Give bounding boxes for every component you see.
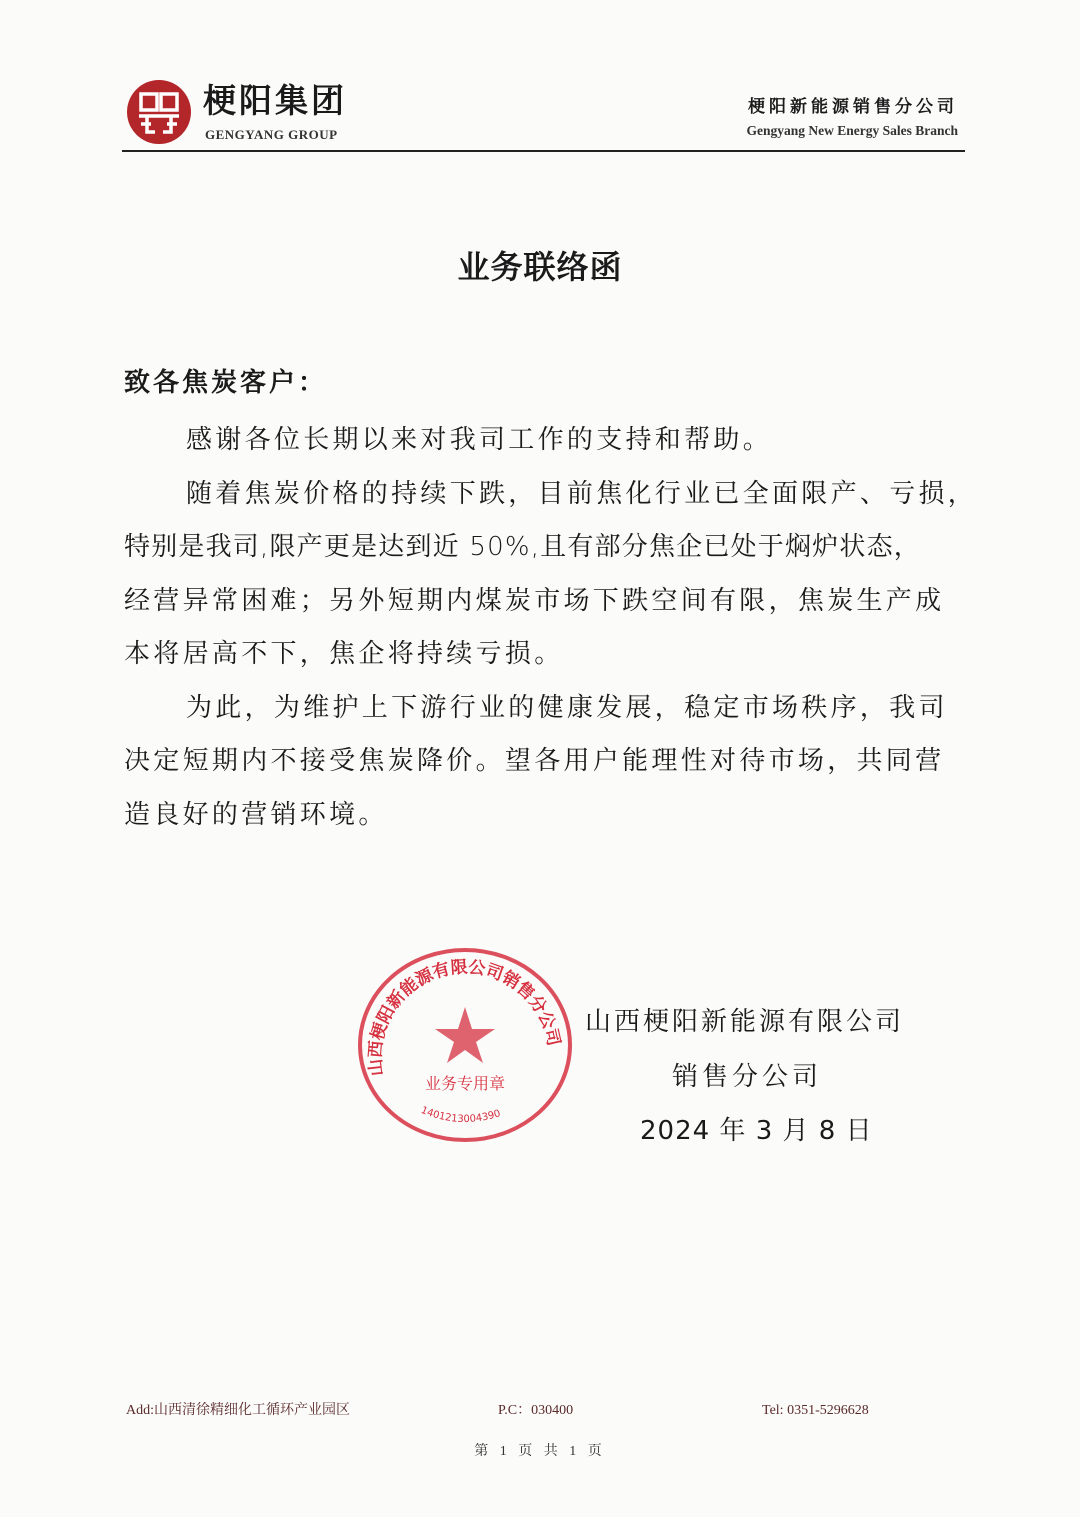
brand-name-en: GENGYANG GROUP <box>205 127 338 142</box>
header-divider <box>122 150 965 152</box>
page-indicator: 第 1 页 共 1 页 <box>474 1444 606 1459</box>
star-icon <box>435 1007 495 1063</box>
signature-company: 山西梗阳新能源有限公司 <box>585 1007 905 1037</box>
seal-center-text: 业务专用章 <box>424 1074 506 1093</box>
body-line: 决定短期内不接受焦炭降价。望各用户能理性对待市场，共同营 <box>124 746 945 776</box>
seal-code: 1401213004390 <box>419 1105 502 1126</box>
footer-address: Add:山西清徐精细化工循环产业园区 <box>126 1403 350 1418</box>
document-title: 业务联络函 <box>457 248 623 286</box>
branch-name-en: Gengyang New Energy Sales Branch <box>746 123 958 138</box>
signature-branch: 销售分公司 <box>672 1062 823 1092</box>
footer-postcode: P.C：030400 <box>498 1403 574 1418</box>
brand-name-cn: 梗阳集团 <box>203 81 347 120</box>
body-line: 随着焦炭价格的持续下跌，目前焦化行业已全面限产、亏损， <box>186 478 978 509</box>
letter-body <box>124 420 978 848</box>
body-line: 造良好的营销环境。 <box>124 799 388 830</box>
body-line: 为此，为维护上下游行业的健康发展，稳定市场秩序，我司 <box>186 692 948 723</box>
branch-name-cn: 梗阳新能源销售分公司 <box>748 97 958 117</box>
footer-tel: Tel: 0351-5296628 <box>762 1403 869 1418</box>
signature-date: 2024 年 3 月 8 日 <box>640 1116 873 1146</box>
body-line: 经营异常困难；另外短期内煤炭市场下跌空间有限，焦炭生产成 <box>124 585 945 616</box>
svg-text:1401213004390 <box>419 1105 502 1125</box>
group-logo <box>127 80 191 144</box>
body-line: 特别是我司,限产更是达到近 50%,且有部分焦企已处于焖炉状态， <box>124 532 921 562</box>
body-line: 感谢各位长期以来对我司工作的支持和帮助。 <box>186 425 773 455</box>
body-line: 本将居高不下，焦企将持续亏损。 <box>124 639 564 669</box>
salutation: 致各焦炭客户： <box>124 368 328 398</box>
logo-glyph-icon <box>127 80 191 144</box>
seal-ring-text: 山西梗阳新能源有限公司销售分公司 <box>365 957 564 1078</box>
company-seal <box>355 945 575 1145</box>
